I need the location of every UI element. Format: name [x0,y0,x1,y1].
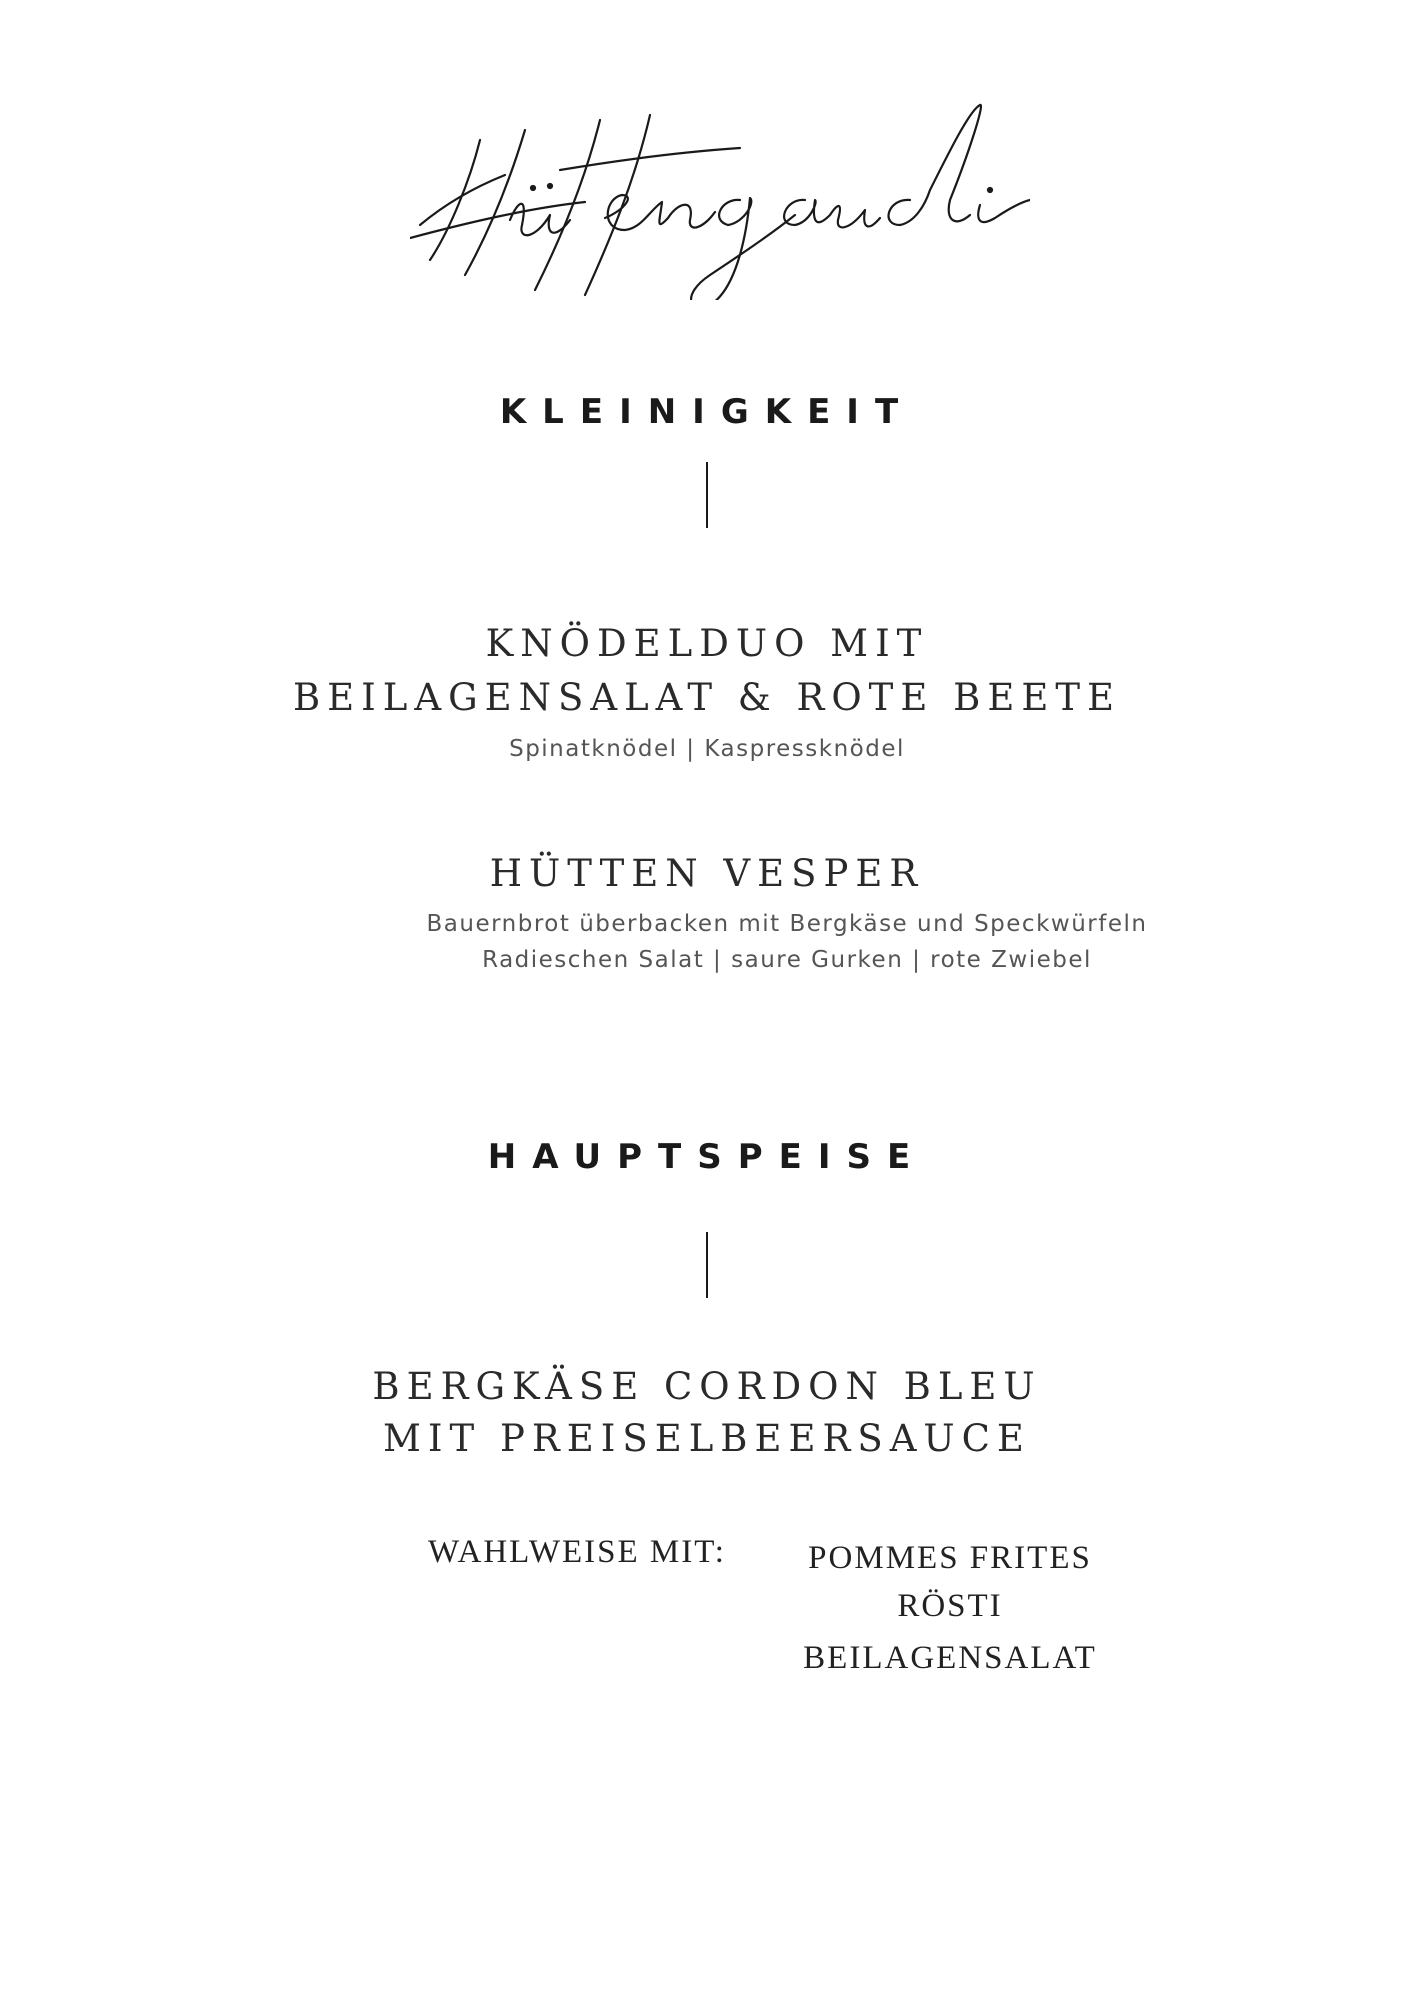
option-item: BEILAGENSALAT [803,1640,1097,1676]
dish-title-line: BEILAGENSALAT & ROTE BEETE [292,676,1122,719]
dish-title-line: KNÖDELDUO MIT [485,622,929,665]
options-label: WAHLWEISE MIT: [428,1534,726,1570]
section-heading-hauptspeise: HAUPTSPEISE [487,1137,927,1177]
section-heading-kleinigkeit: KLEINIGKEIT [499,392,915,432]
dish-description: Spinatknödel | Kaspressknödel [509,736,905,762]
dish-title-line: HÜTTEN VESPER [489,852,925,895]
option-item: POMMES FRITES [808,1540,1092,1576]
dish-description: Radieschen Salat | saure Gurken | rote Zwiebel [482,947,1092,973]
section-divider [706,462,708,528]
options-list [760,1534,1140,1686]
menu-title-script [410,90,1030,300]
dish-description: Bauernbrot überbacken mit Bergkäse und Speckwürfeln [426,911,1148,937]
option-item: RÖSTI [897,1588,1003,1624]
dish-title-line: BERGKÄSE CORDON BLEU [372,1365,1042,1408]
dish-title-line: MIT PREISELBEERSAUCE [383,1417,1031,1460]
section-divider [706,1232,708,1298]
